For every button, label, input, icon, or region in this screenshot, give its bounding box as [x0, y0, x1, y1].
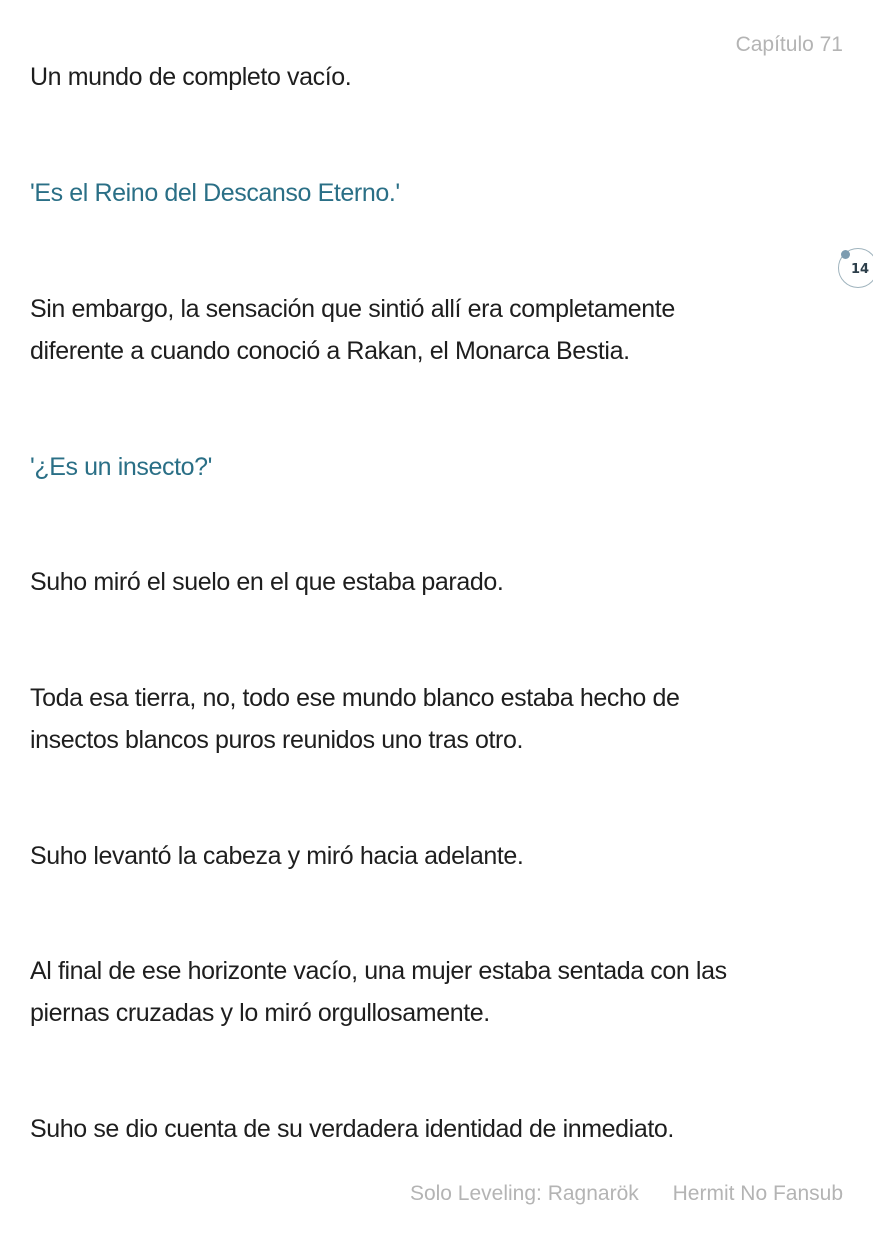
page-indicator[interactable] [838, 248, 873, 288]
book-title: Solo Leveling: Ragnarök [409, 1182, 639, 1205]
translator-credit: Hermit No Fansub [672, 1182, 843, 1205]
footer [410, 1182, 843, 1206]
paragraph: Toda esa tierra, no, todo ese mundo blanco estaba hecho de [30, 684, 680, 712]
paragraph: Un mundo de completo vacío. [30, 63, 352, 91]
paragraph: piernas cruzadas y lo miró orgullosamente. [30, 999, 490, 1027]
page-number: 14 [851, 262, 870, 277]
paragraph: Suho miró el suelo en el que estaba parado. [30, 568, 504, 596]
paragraph: Al final de ese horizonte vacío, una mujer estaba sentada con las [30, 957, 727, 985]
chapter-label: Capítulo 71 [735, 33, 843, 56]
paragraph: Suho levantó la cabeza y miró hacia adelante. [30, 842, 524, 870]
thought-paragraph: '¿Es un insecto?' [30, 453, 213, 481]
paragraph: diferente a cuando conoció a Rakan, el Monarca Bestia. [30, 337, 630, 365]
bookmark-dot-icon [841, 250, 850, 259]
paragraph: Sin embargo, la sensación que sintió allí era completamente [30, 295, 675, 323]
paragraph: Suho se dio cuenta de su verdadera identidad de inmediato. [30, 1115, 674, 1143]
paragraph: insectos blancos puros reunidos uno tras otro. [30, 726, 524, 754]
thought-paragraph: 'Es el Reino del Descanso Eterno.' [30, 179, 400, 207]
